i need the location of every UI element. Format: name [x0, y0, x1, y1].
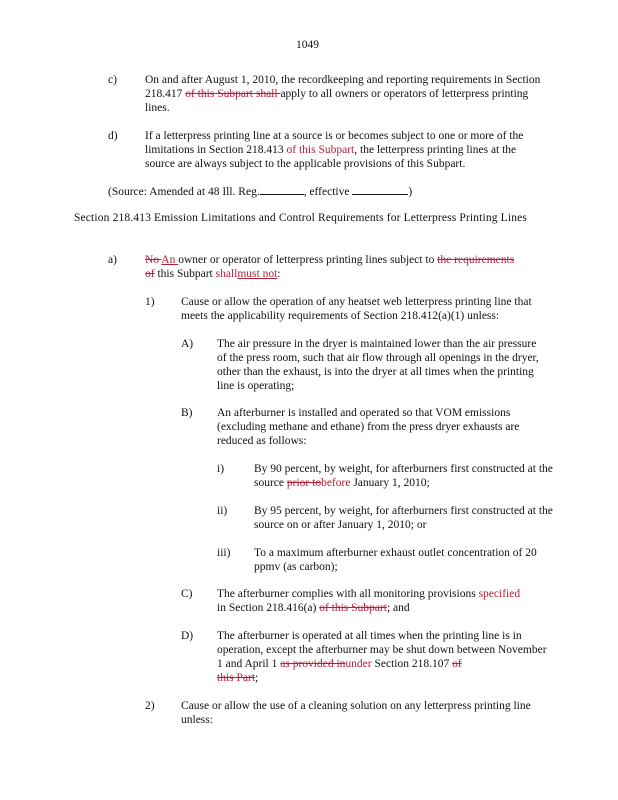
- item-D-text: The afterburner is operated at all times when the printing line is in operation, except the afterburner may be shut down between November 1 and April 1 as provided inunder Section 218.107 of this Part;: [217, 630, 547, 684]
- item-D-label: D): [181, 630, 194, 642]
- item-c-label: c): [108, 74, 117, 86]
- inserted-text: of this Subpart: [286, 144, 355, 156]
- item-A-text: The air pressure in the dryer is maintained lower than the air pressure of the press room, such that air flow through all openings in the dryer, other than the exhaust, is into the dryer at all times when the printing line is operating;: [217, 338, 539, 392]
- item-d-label: d): [108, 130, 118, 142]
- item-B-label: B): [181, 407, 193, 419]
- blank-line: [260, 183, 304, 195]
- blank-line: [352, 183, 408, 195]
- item-1-text: Cause or allow the operation of any heatset web letterpress printing line that meets the applicability requirements of Section 218.412(a)(1) unless:: [181, 296, 532, 322]
- item-C-text: The afterburner complies with all monitoring provisions specified in Section 218.416(a) of this Subpart; and: [217, 588, 521, 614]
- item-B-text: An afterburner is installed and operated so that VOM emissions (excluding methane and ethane) from the press dryer exhausts are reduced as follows:: [217, 407, 520, 447]
- item-i-label: i): [217, 463, 225, 475]
- item-ii-label: ii): [217, 505, 228, 517]
- section-heading: Section 218.413 Emission Limitations and Control Requirements for Letterpress Printing Lines: [74, 212, 527, 224]
- item-1-label: 1): [145, 296, 155, 308]
- item-a-text: No An owner or operator of letterpress printing lines subject to the requirements of this Subpart shallmust not:: [145, 254, 515, 280]
- item-iii-label: iii): [217, 547, 231, 559]
- item-iii-text: To a maximum afterburner exhaust outlet concentration of 20 ppmv (as carbon);: [254, 547, 537, 573]
- item-i-text: By 90 percent, by weight, for afterburners first constructed at the source prior tobefore January 1, 2010;: [254, 463, 553, 489]
- item-a-label: a): [108, 254, 117, 266]
- source-line: (Source: Amended at 48 Ill. Reg. , effective ): [108, 183, 412, 199]
- item-ii-text: By 95 percent, by weight, for afterburners first constructed at the source on or after January 1, 2010; or: [254, 505, 553, 531]
- item-c-text: On and after August 1, 2010, the recordkeeping and reporting requirements in Section 218.417 of this Subpart shall apply to all owners or operators of letterpress printing lines.: [145, 74, 541, 114]
- item-C-label: C): [181, 588, 193, 600]
- item-2-label: 2): [145, 700, 155, 712]
- item-A-label: A): [181, 338, 194, 350]
- item-2-text: Cause or allow the use of a cleaning solution on any letterpress printing line unless:: [181, 700, 531, 726]
- page-number: 1049: [296, 39, 319, 51]
- item-d-text: If a letterpress printing line at a source is or becomes subject to one or more of the limitations in Section 218.413 of this Subpart, the letterpress printing lines at the source are always subject to the applicable provisions of this Subpart.: [145, 130, 524, 170]
- deleted-text: of this Subpart shall: [185, 88, 281, 100]
